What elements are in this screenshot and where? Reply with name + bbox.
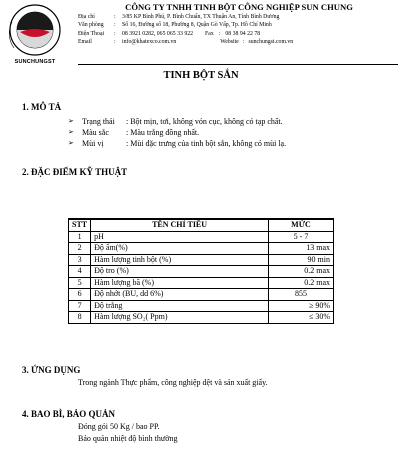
description-list xyxy=(68,116,286,149)
column-header-stt: STT xyxy=(69,219,91,231)
table-row: 4 Độ tro (%) 0.2 max xyxy=(69,266,334,278)
website-link[interactable]: sunchungst.com.vn xyxy=(248,38,294,45)
table-row: 8 Hàm lượng SO₂( Ppm) ≤ 30% xyxy=(69,312,334,324)
fax-label: Fax xyxy=(205,30,214,37)
email-label: Email xyxy=(78,38,92,45)
company-name: CÔNG TY TNHH TINH BỘT CÔNG NGHIỆP SUN CHUNG xyxy=(125,2,353,12)
table-row: 2 Độ ẩm(%) 13 max xyxy=(69,243,334,255)
list-item: ➢ Trạng thái : Bột mịn, tơi, không vón cục, không có tạp chất. xyxy=(68,117,283,126)
table-header-row xyxy=(69,219,334,231)
table-row: 7 Độ trắng ≥ 90% xyxy=(69,300,334,312)
website-label: Website xyxy=(220,38,239,45)
applications-text: Trong ngành Thực phẩm, công nghiệp dệt và sản xuất giấy. xyxy=(78,378,268,387)
address-value: 3/85 KP Bình Phú, P. Bình Chuẩn, TX Thuận An, Tỉnh Bình Dương xyxy=(122,14,280,20)
table-row: 6 Độ nhớt (BU, dd 6%) 855 xyxy=(69,289,334,301)
office-row: Văn phòng : Số 16, Đường số 18, Phường 8, Quận Gò Vấp, Tp. Hồ Chí Minh xyxy=(78,21,400,29)
email-link[interactable]: info@khatexco.com.vn xyxy=(122,38,177,45)
packaging-line: Đóng gói 50 Kg / bao PP. xyxy=(78,422,160,431)
storage-line: Bảo quản nhiệt độ bình thường xyxy=(78,434,178,443)
list-item: ➢ Mùi vị : Mùi đặc trưng của tinh bột sắn, không có mùi lạ. xyxy=(68,139,287,148)
arrow-bullet-icon: ➢ xyxy=(68,117,74,125)
phone-value: 08 3921 0282, 065 065 33 922 xyxy=(122,30,194,37)
table-row: 3 Hàm lượng tinh bột (%) 90 min xyxy=(69,254,334,266)
section-heading-applications: 3. ỨNG DỤNG xyxy=(22,365,81,375)
column-header-name: TÊN CHỈ TIÊU xyxy=(91,219,269,231)
header-divider xyxy=(78,64,398,65)
office-label: Văn phòng xyxy=(78,22,104,29)
section-heading-specs: 2. ĐẶC ĐIỂM KỸ THUẬT xyxy=(22,167,128,177)
contact-block xyxy=(78,13,400,46)
spec-table xyxy=(68,218,334,324)
column-header-level: MỨC xyxy=(269,219,334,231)
phone-row: Điện Thoại : 08 3921 0282, 065 065 33 922 Fax : 08 38 94 22 78 xyxy=(78,30,261,37)
address-row: Địa chỉ : 3/85 KP Bình Phú, P. Bình Chuẩn, TX Thuận An, Tỉnh Bình Dương xyxy=(78,13,400,21)
phone-label: Điện Thoại xyxy=(78,30,105,37)
list-item: ➢ Màu sắc : Màu trắng đồng nhất. xyxy=(68,128,200,137)
logo-text: SUNCHUNGST xyxy=(14,59,56,65)
section-heading-packaging: 4. BAO BÌ, BẢO QUẢN xyxy=(22,409,116,419)
section-heading-description: 1. MÔ TẢ xyxy=(22,102,62,112)
table-row: 1 pH 5 - 7 xyxy=(69,231,334,243)
address-label: Địa chỉ xyxy=(78,14,95,20)
arrow-bullet-icon: ➢ xyxy=(68,139,74,147)
arrow-bullet-icon: ➢ xyxy=(68,128,74,136)
table-row: 5 Hàm lượng bã (%) 0.2 max xyxy=(69,277,334,289)
office-value: Số 16, Đường số 18, Phường 8, Quận Gò Vấp, Tp. Hồ Chí Minh xyxy=(122,22,272,29)
fax-value: 08 38 94 22 78 xyxy=(225,30,261,37)
document-title: TINH BỘT SẮN xyxy=(163,70,239,81)
email-row: Email : info@khatexco.com.vn Website : sunchungst.com.vn xyxy=(78,38,294,45)
